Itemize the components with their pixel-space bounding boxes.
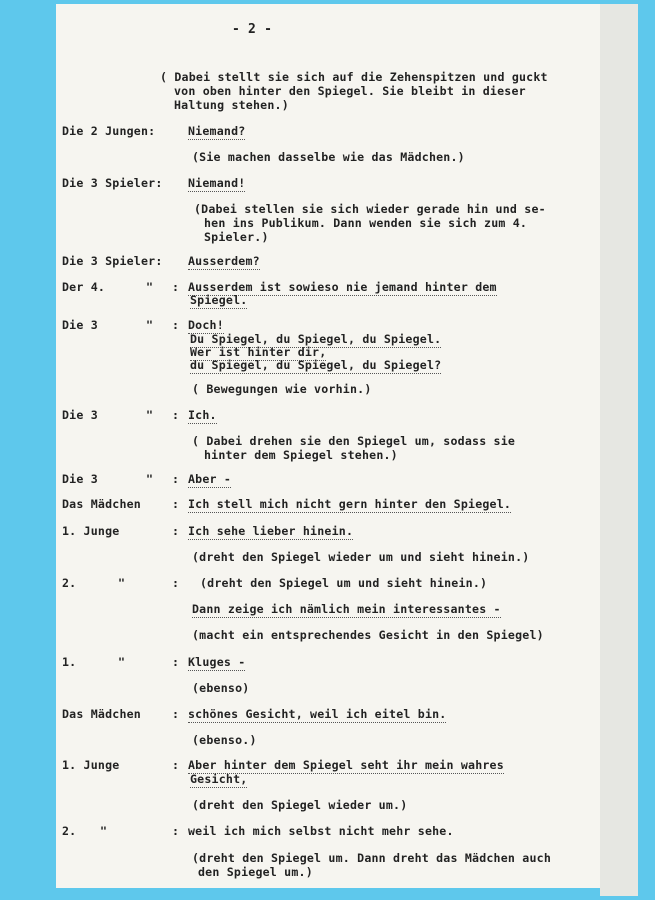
ditto-mark: " bbox=[118, 655, 126, 669]
colon: : bbox=[172, 707, 180, 721]
stage-line: Haltung stehen.) bbox=[174, 98, 289, 112]
speaker: Die 2 Jungen: bbox=[62, 124, 156, 138]
speaker: Die 3 bbox=[62, 318, 98, 332]
ditto-mark: " bbox=[146, 318, 154, 332]
dialogue: Niemand! bbox=[188, 176, 246, 190]
dialogue: Aber hinter dem Spiegel seht ihr mein wahres bbox=[188, 758, 504, 772]
stage-direction: ( Dabei drehen sie den Spiegel um, sodass sie bbox=[192, 434, 516, 448]
stage-direction: hen ins Publikum. Dann wenden sie sich zum 4. bbox=[204, 216, 528, 230]
colon: : bbox=[172, 758, 180, 772]
speaker: Das Mädchen bbox=[62, 707, 141, 721]
stage-direction: hinter dem Spiegel stehen.) bbox=[204, 448, 398, 462]
ditto-mark: " bbox=[100, 824, 108, 838]
colon: : bbox=[172, 824, 180, 838]
colon: : bbox=[172, 472, 180, 486]
dialogue: Wer ist hinter dir, bbox=[190, 345, 327, 359]
speaker: Die 3 bbox=[62, 472, 98, 486]
stage-direction: (Dabei stellen sie sich wieder gerade hin und se- bbox=[194, 202, 546, 216]
stage-direction: (ebenso.) bbox=[192, 733, 257, 747]
stage-direction: (macht ein entsprechendes Gesicht in den Spiegel) bbox=[192, 628, 544, 642]
dialogue: du Spiegel, du Spiegel, du Spiegel? bbox=[190, 358, 442, 372]
dialogue: Niemand? bbox=[188, 124, 246, 138]
stage-direction: (ebenso) bbox=[192, 681, 250, 695]
speaker: Die 3 bbox=[62, 408, 98, 422]
dialogue: Gesicht, bbox=[190, 772, 248, 786]
page-number: - 2 - bbox=[232, 22, 273, 37]
speaker: 2. bbox=[62, 576, 77, 590]
colon: : bbox=[172, 318, 180, 332]
stage-direction: (dreht den Spiegel wieder um.) bbox=[192, 798, 408, 812]
dialogue: Kluges - bbox=[188, 655, 246, 669]
dialogue: Spiegel. bbox=[190, 293, 248, 307]
stage-line: ( Dabei stellt sie sich auf die Zehenspitzen und guckt bbox=[160, 70, 548, 84]
stage-direction: Spieler.) bbox=[204, 230, 269, 244]
speaker: Die 3 Spieler: bbox=[62, 254, 163, 268]
stage-line: von oben hinter den Spiegel. Sie bleibt in dieser bbox=[174, 84, 526, 98]
speaker: Die 3 Spieler: bbox=[62, 176, 163, 190]
dialogue: Ich sehe lieber hinein. bbox=[188, 524, 354, 538]
ditto-mark: " bbox=[146, 408, 154, 422]
ditto-mark: " bbox=[118, 576, 126, 590]
speaker: 1. Junge bbox=[62, 524, 120, 538]
speaker: Das Mädchen bbox=[62, 497, 141, 511]
dialogue: Aber - bbox=[188, 472, 232, 486]
dialogue: weil ich mich selbst nicht mehr sehe. bbox=[188, 824, 454, 838]
stage-direction: den Spiegel um.) bbox=[198, 865, 313, 879]
stage-direction: (dreht den Spiegel wieder um und sieht hinein.) bbox=[192, 550, 530, 564]
colon: : bbox=[172, 655, 180, 669]
colon: : bbox=[172, 576, 180, 590]
stage-direction: ( Bewegungen wie vorhin.) bbox=[192, 382, 372, 396]
dialogue: Ausserdem ist sowieso nie jemand hinter dem bbox=[188, 280, 497, 294]
stage-direction: (Sie machen dasselbe wie das Mädchen.) bbox=[192, 150, 465, 164]
stage-direction: (dreht den Spiegel um. Dann dreht das Mädchen auch bbox=[192, 851, 552, 865]
dialogue: Ich stell mich nicht gern hinter den Spiegel. bbox=[188, 497, 512, 511]
ditto-mark: " bbox=[146, 472, 154, 486]
dialogue: schönes Gesicht, weil ich eitel bin. bbox=[188, 707, 447, 721]
dialogue: Du Spiegel, du Spiegel, du Spiegel. bbox=[190, 332, 442, 346]
colon: : bbox=[172, 408, 180, 422]
dialogue: Doch! bbox=[188, 318, 224, 332]
speaker: Der 4. bbox=[62, 280, 106, 294]
speaker: 2. bbox=[62, 824, 77, 838]
colon: : bbox=[172, 280, 180, 294]
dialogue: Ich. bbox=[188, 408, 217, 422]
dialogue: Dann zeige ich nämlich mein interessantes - bbox=[192, 602, 501, 616]
speaker: 1. bbox=[62, 655, 77, 669]
dialogue: Ausserdem? bbox=[188, 254, 260, 268]
ditto-mark: " bbox=[146, 280, 154, 294]
colon: : bbox=[172, 524, 180, 538]
paper-edge bbox=[600, 4, 638, 896]
speaker: 1. Junge bbox=[62, 758, 120, 772]
colon: : bbox=[172, 497, 180, 511]
stage-direction: (dreht den Spiegel um und sieht hinein.) bbox=[200, 576, 488, 590]
